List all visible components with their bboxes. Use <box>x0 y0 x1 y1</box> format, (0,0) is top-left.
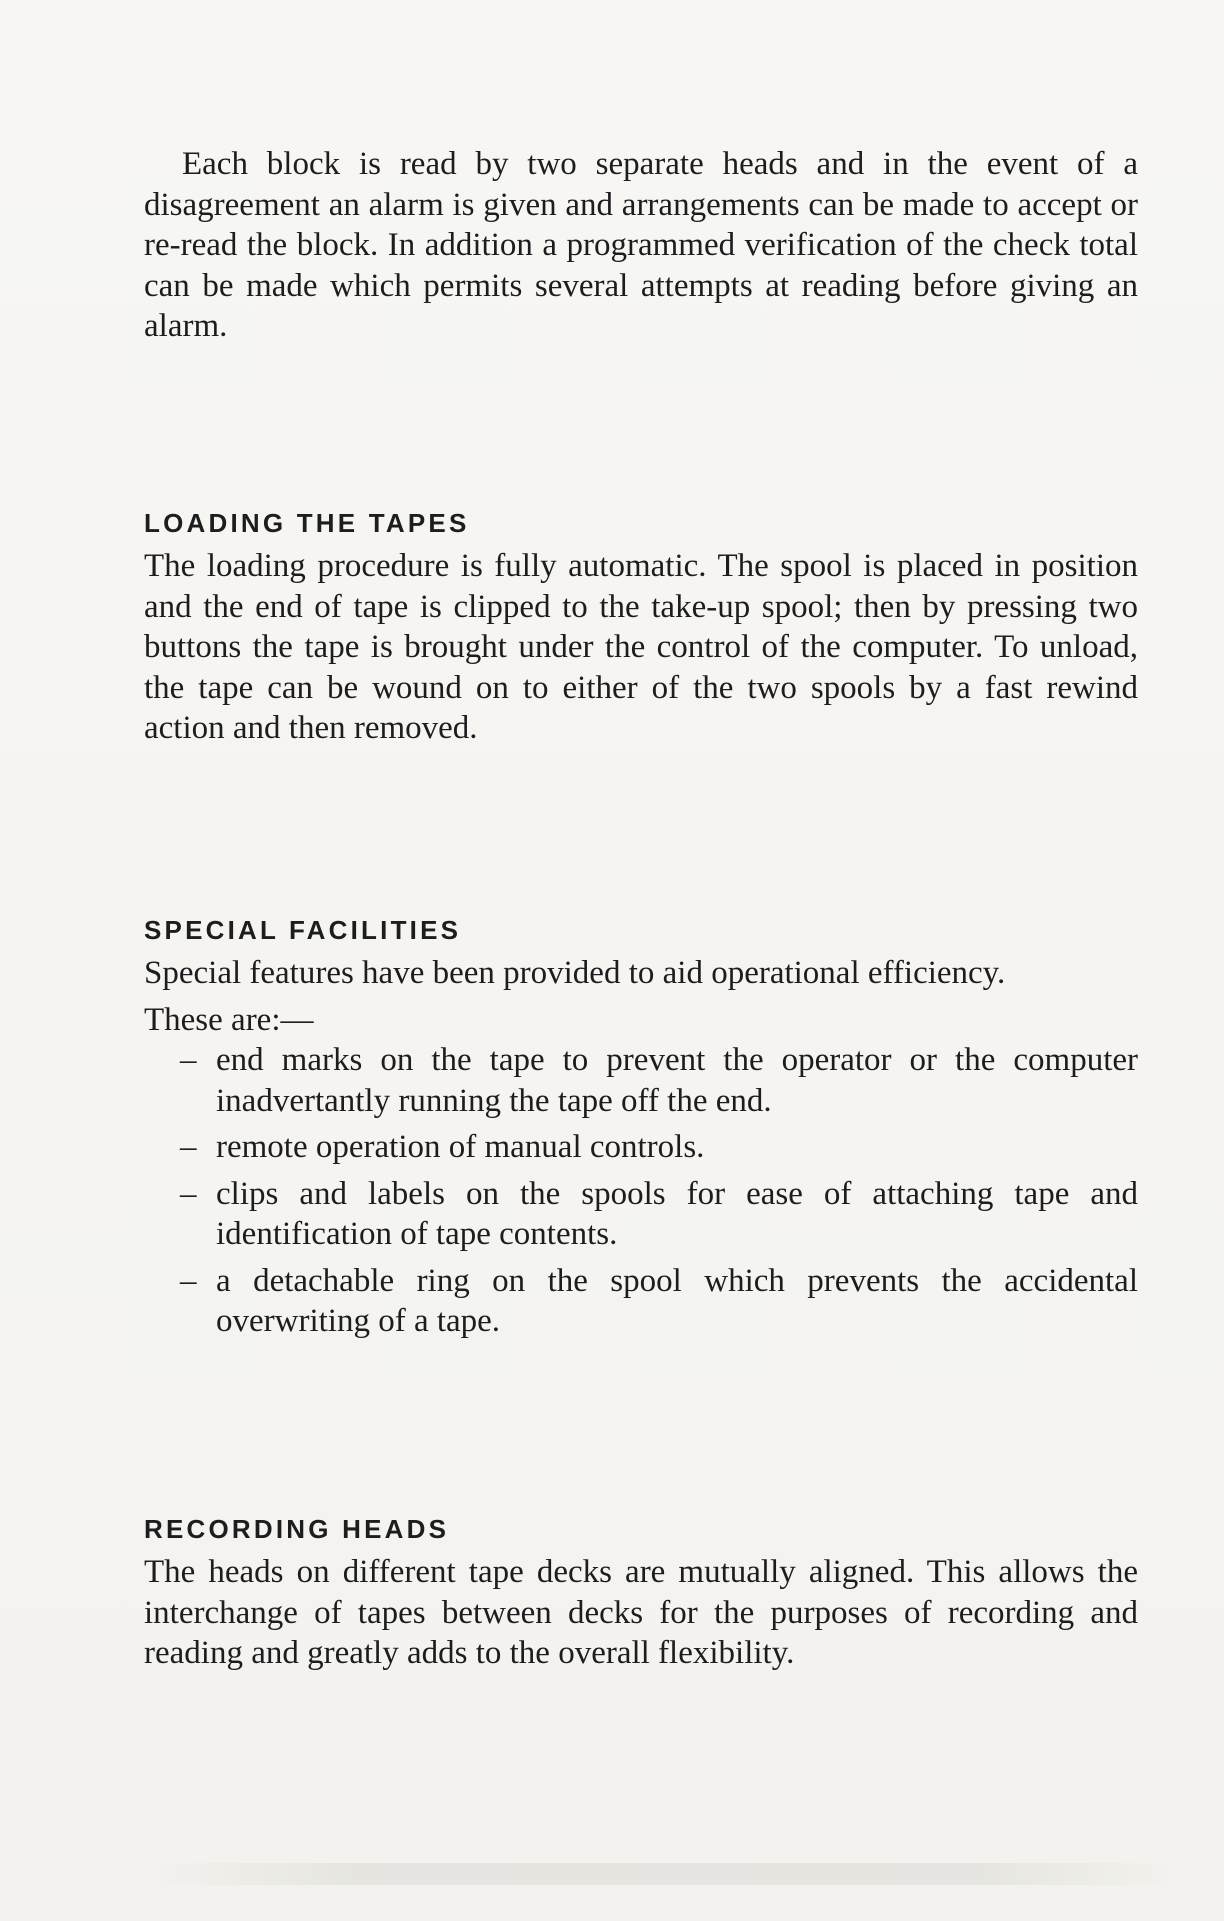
recording-heading: RECORDING HEADS <box>144 1514 450 1544</box>
list-item-text: a detachable ring on the spool which prevents the accidental overwriting of a tape. <box>216 1262 1138 1339</box>
recording-section <box>144 1512 1138 1674</box>
special-heading: SPECIAL FACILITIES <box>144 915 462 945</box>
list-item <box>144 1127 1138 1168</box>
list-item-text: remote operation of manual controls. <box>216 1129 705 1165</box>
dash-bullet: – <box>180 1262 197 1299</box>
dash-bullet: – <box>180 1129 197 1165</box>
loading-heading: LOADING THE TAPES <box>144 508 470 538</box>
list-item <box>144 1040 1138 1121</box>
show-through-footer <box>150 1863 1180 1885</box>
intro-paragraph: Each block is read by two separate heads and in the event of a disagreement an alarm is given and arrangements can be made to accept or re-read the block. In addition a programmed verification of the check total can be made which permits several attempts at reading before giving an alarm. <box>144 146 1138 344</box>
list-item <box>144 1174 1138 1255</box>
special-list-intro: These are:— <box>144 1001 314 1038</box>
list-item-text: end marks on the tape to prevent the operator or the computer inadvertantly running the tape off the end. <box>216 1042 1138 1119</box>
loading-section <box>144 506 1138 749</box>
special-section <box>144 913 1138 1348</box>
facility-list <box>144 1040 1138 1342</box>
loading-paragraph: The loading procedure is fully automatic. The spool is placed in position and the end of tape is clipped to the take-up spool; then by pressing two buttons the tape is brought under the control of the computer. To unload, the tape can be wound on to either of the two spools by a fast rewind action and then removed. <box>144 548 1138 746</box>
list-item-text: clips and labels on the spools for ease of attaching tape and identification of tape contents. <box>216 1175 1138 1252</box>
list-item <box>144 1261 1138 1342</box>
dash-bullet: – <box>180 1042 197 1078</box>
recording-paragraph: The heads on different tape decks are mutually aligned. This allows the interchange of tapes between decks for the purposes of recording and reading and greatly adds to the overall flexibility. <box>144 1554 1138 1671</box>
intro-section <box>144 144 1138 347</box>
special-paragraph: Special features have been provided to aid operational efficiency. <box>144 955 1006 991</box>
dash-bullet: – <box>180 1175 197 1212</box>
